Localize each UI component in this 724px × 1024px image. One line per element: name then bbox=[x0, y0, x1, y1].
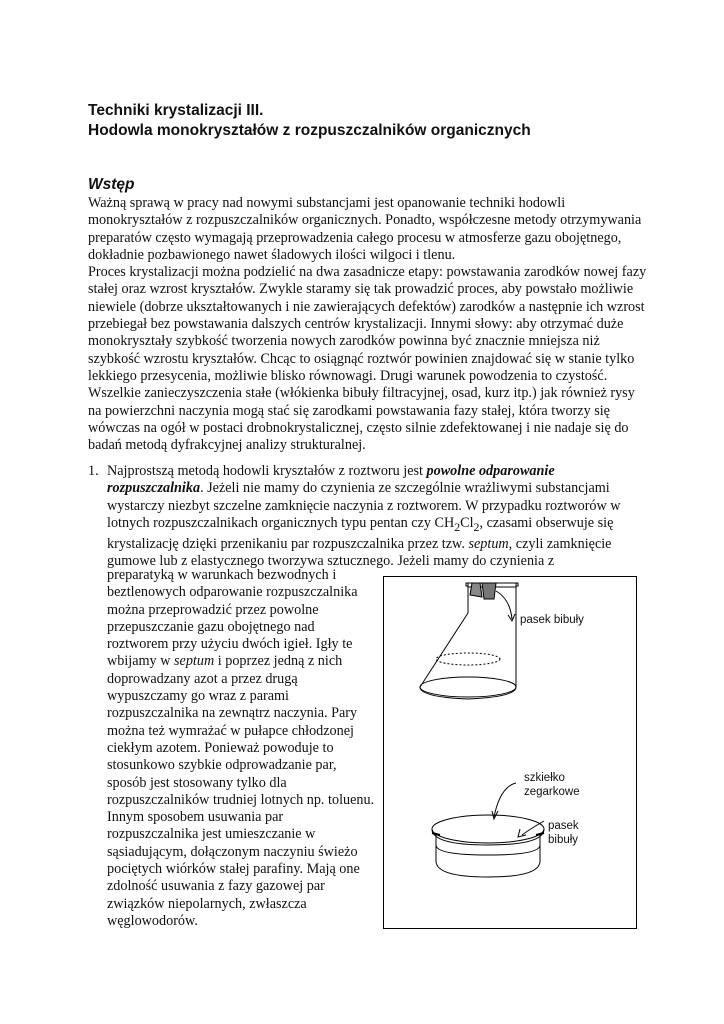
label-strip-bottom-line-1: pasek bbox=[548, 820, 579, 832]
wrap-text-a: preparatyką w warunkach bezwodnych i beztlenowych odparowanie rozpuszczalnika można przeprowadzić przez powolne przepuszczanie gazu obojętnego nad roztworem przy użyciu dwóch igieł. Igły te wbijamy w bbox=[107, 567, 358, 670]
label-strip-bottom bbox=[548, 819, 579, 847]
wrap-text-b: i poprzez jedną z nich doprowadzany azot a przez drugą wypuszczamy go wraz z parami rozpuszczalnika na zewnątrz naczynia. Pary można też wymrażać w pułapce chłodzonej ciekłym azotem. Ponieważ powoduje to stosunkowo szybkie odprowadzanie par, sposób jest stosowany tylko dla rozpuszczalników trudniej lotnych np. toluenu. bbox=[107, 653, 375, 808]
figure-drawing bbox=[384, 577, 638, 930]
title-line-1: Techniki krystalizacji III. bbox=[88, 102, 264, 119]
list-number: 1. bbox=[88, 463, 99, 479]
wrap-paragraph-1 bbox=[107, 567, 375, 809]
watch-glass bbox=[432, 815, 544, 843]
label-watch-line-1: szkiełko bbox=[524, 772, 565, 784]
septum-term-2: septum bbox=[174, 653, 215, 670]
item-text-d: , czasami obserwuje się krystalizację dzięki przenikaniu par rozpuszczalnika przez tzw. bbox=[107, 514, 614, 553]
label-watch-glass bbox=[524, 771, 580, 799]
list-item-text bbox=[107, 463, 650, 571]
septum-term: septum bbox=[468, 536, 509, 553]
intro-paragraph-2: Proces krystalizacji można podzielić na dwa zasadnicze etapy: powstawania zarodków nowej fazy stałej oraz wzrost kryształów. Zwykle staramy się tak prowadzić proces, aby powstało możliwie niewiele (dobrze ukształtowanych i nie zawierających defektów) zarodków a następnie ich wzrost przebiegał bez powstawania dalszych centrów krystalizacji. Innymi słowy: aby otrzymać duże monokryształy szybkość tworzenia nowych zarodków powinna być znacznie mniejsza niż szybkość wzrostu kryształów. Chcąc to osiągnąć roztwór powinien znajdować się w stanie tylko lekkiego przesycenia, możliwie blisko równowagi. Drugi warunek powodzenia to czystość. Wszelkie zanieczyszczenia stałe (włókienka bibuły filtracyjnej, osad, kurz itp.) jak również rysy na powierzchni naczynia mogą stać się zarodkami powstawania fazy stałej, która tworzy się wówczas na ogół w postaci drobnokrystalicznej, często silnie zdefektowanej i nie nadaje się do badań metodą dyfrakcyjnej analizy strukturalnej. bbox=[88, 264, 647, 454]
item-text-c: Cl bbox=[460, 514, 474, 531]
wrapped-text bbox=[107, 567, 375, 930]
subscript-2b: 2 bbox=[473, 519, 480, 534]
item-text-e: , czyli zamknięcie gumowe lub z elastycznego tworzywa sztucznego. Jeżeli mamy do czynienia z bbox=[107, 536, 612, 570]
crystallization-figure bbox=[383, 576, 637, 929]
flask-stopper bbox=[470, 583, 482, 597]
label-strip-bottom-line-2: bibuły bbox=[548, 834, 579, 846]
title-line-2: Hodowla monokryształów z rozpuszczalników organicznych bbox=[88, 122, 531, 139]
item-text-b: . Jeżeli nie mamy do czynienia ze szczególnie wrażliwymi substancjami wystarczy niezbyt szczelne zamknięcie naczynia z roztworem. W przypadku roztworów w lotnych rozpuszczalnikach organicznych typu pentan czy CH bbox=[107, 480, 621, 531]
page-title bbox=[88, 101, 531, 141]
label-watch-line-2: zegarkowe bbox=[524, 786, 580, 798]
intro-paragraph-1: Ważną sprawą w pracy nad nowymi substancjami jest opanowanie techniki hodowli monokryształów z rozpuszczalników organicznych. Ponadto, współczesne metody otrzymywania preparatów często wymagają przeprowadzenia całego procesu w atmosferze gazu obojętnego, dokładnie pozbawionego nawet śladowych ilości wilgoci i tlenu. bbox=[88, 195, 642, 263]
item-text-a: Najprostszą metodą hodowli kryształów z roztworu jest bbox=[107, 463, 427, 479]
emphasis-term: powolne odparowanie rozpuszczalnika bbox=[107, 463, 555, 497]
section-heading: Wstęp bbox=[88, 176, 135, 193]
subscript-2: 2 bbox=[454, 519, 461, 534]
wrap-paragraph-2: Innym sposobem usuwania par rozpuszczalnika jest umieszczanie w sąsiadującym, dołączonym naczyniu świeżo pociętych wiórków stałej parafiny. Mają one zdolność usuwania z fazy gazowej par związków niepolarnych, zwłaszcza węglowodorów. bbox=[107, 809, 360, 929]
label-strip-top: pasek bibuły bbox=[520, 614, 584, 626]
intro-text bbox=[88, 195, 648, 454]
